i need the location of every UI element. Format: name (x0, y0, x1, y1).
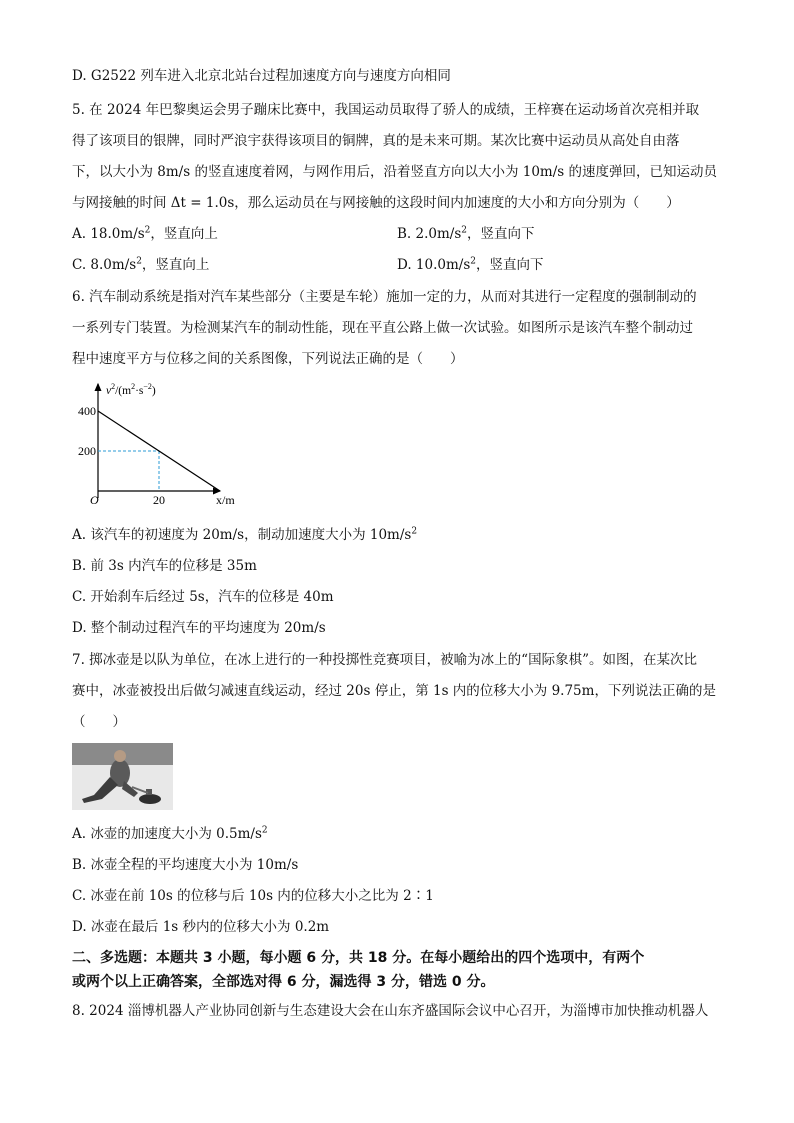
curling-photo (72, 743, 173, 810)
q6-option-a: A. 该汽车的初速度为 20m/s，制动加速度大小为 $10m/s^2$ (72, 526, 418, 543)
v-squared-vs-x-graph (70, 378, 250, 513)
q7-option-d: D. 冰壶在最后 1s 秒内的位移大小为 0.2m (72, 919, 330, 935)
y-tick-label-200: 200 (78, 444, 96, 458)
q4-option-d: D. G2522 列车进入北京北站台过程加速度方向与速度方向相同 (72, 68, 451, 84)
q5-option-d: D. $10.0m/s^2$，竖直向下 (397, 256, 544, 273)
q5-option-b: B. $2.0m/s^2$，竖直向下 (397, 225, 535, 242)
q6-option-c: C. 开始刹车后经过 5s，汽车的位移是 40m (72, 589, 334, 605)
q6-option-d: D. 整个制动过程汽车的平均速度为 20m/s (72, 620, 326, 636)
q5-option-a: A. $18.0m/s^2$，竖直向上 (72, 225, 218, 242)
q5-option-c: C. $8.0m/s^2$，竖直向上 (72, 256, 210, 273)
q7-option-b: B. 冰壶全程的平均速度大小为 10m/s (72, 857, 299, 873)
section-2-heading-line-2: 或两个以上正确答案，全部选对得 6 分，漏选得 3 分，错选 0 分。 (72, 974, 495, 990)
section-2-heading-line-1: 二、多选题：本题共 3 小题，每小题 6 分，共 18 分。在每小题给出的四个选项中，有两个 (72, 950, 645, 966)
q5-stem-line-3: 下，以大小为 8m/s 的竖直速度着网，与网作用后，沿着竖直方向以大小为 10m/s 的速度弹回，已知运动员 (72, 164, 717, 180)
q5-stem-line-1: 5. 在 2024 年巴黎奥运会男子蹦床比赛中，我国运动员取得了骄人的成绩，王梓赛在运动场首次亮相并取 (72, 102, 700, 118)
q6-option-b: B. 前 3s 内汽车的位移是 35m (72, 558, 257, 574)
y-tick-label-400: 400 (78, 404, 96, 418)
q6-stem-line-1: 6. 汽车制动系统是指对汽车某些部分（主要是车轮）施加一定的力，从而对其进行一定程度的强制制动的 (72, 289, 697, 305)
origin-label: O (90, 493, 99, 507)
q7-stem-line-3: （ ） (72, 714, 126, 730)
q5-stem-line-2: 得了该项目的银牌，同时严浪宇获得该项目的铜牌，真的是未来可期。某次比赛中运动员从高处自由落 (72, 133, 680, 149)
q6-stem-line-2: 一系列专门装置。为检测某汽车的制动性能，现在平直公路上做一次试验。如图所示是该汽车整个制动过 (72, 320, 693, 336)
q5-stem-line-4: 与网接触的时间 Δt = 1.0s，那么运动员在与网接触的这段时间内加速度的大小和方向分别为（ ） (72, 195, 680, 211)
q7-option-c: C. 冰壶在前 10s 的位移与后 10s 内的位移大小之比为 2∶1 (72, 888, 434, 904)
q8-stem-line-1: 8. 2024 淄博机器人产业协同创新与生态建设大会在山东齐盛国际会议中心召开，为淄博市加快推动机器人 (72, 1003, 709, 1019)
q7-option-a: A. 冰壶的加速度大小为 $0.5m/s^2$ (72, 825, 268, 842)
q7-stem-line-2: 赛中，冰壶被投出后做匀减速直线运动，经过 20s 停止，第 1s 内的位移大小为 9.75m，下列说法正确的是 (72, 683, 716, 699)
q7-stem-line-1: 7. 掷冰壶是以队为单位，在冰上进行的一种投掷性竞赛项目，被喻为冰上的“国际象棋”。如图，在某次比 (72, 652, 697, 668)
x-axis-label: x/m (216, 493, 235, 507)
y-axis-label: $v^2/(m^2\cdot s^{-2})$ (106, 382, 156, 397)
x-tick-label-20: 20 (153, 493, 165, 507)
q6-stem-line-3: 程中速度平方与位移之间的关系图像，下列说法正确的是（ ） (72, 351, 464, 367)
